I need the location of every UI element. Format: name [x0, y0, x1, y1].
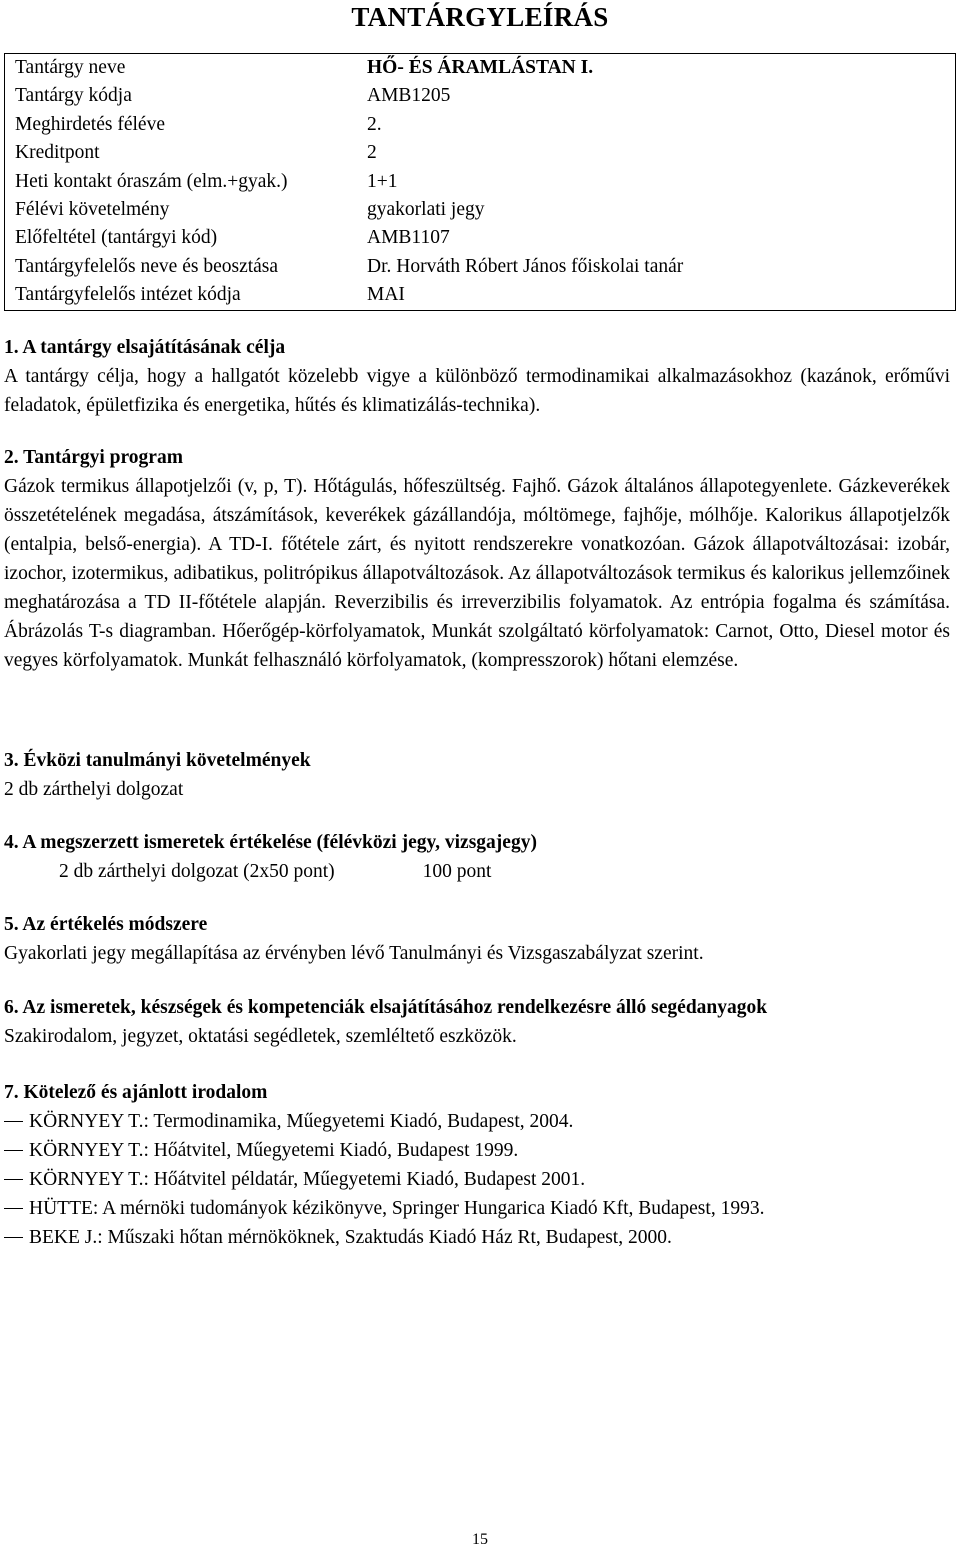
- reference-item: [4, 1136, 950, 1165]
- info-label: Meghirdetés féléve: [15, 113, 165, 135]
- section-method-text: Gyakorlati jegy megállapítása az érvényben lévő Tanulmányi és Vizsgaszabályzat szerint.: [4, 943, 704, 964]
- info-label: Tantárgyfelelős intézet kódja: [15, 284, 241, 306]
- info-value: 2.: [367, 113, 382, 135]
- reference-text: KÖRNYEY T.: Hőátvitel példatár, Műegyetemi Kiadó, Budapest 2001.: [29, 1169, 586, 1190]
- section-assessment: [4, 828, 950, 886]
- reference-item: [4, 1223, 950, 1252]
- info-row: [5, 224, 956, 252]
- section-materials: [4, 993, 950, 1051]
- section-program-text: Gázok termikus állapotjelzői (v, p, T). Hőtágulás, hőfeszültség. Fajhő. Gázok általános állapotegyenlete. Gázkeverékek összetételének megadása, átszámítások, keverékek gázállandója, móltömege, fajhője, mólhője. Kalorikus állapotjelzők (entalpia, belső-energia). A TD-I. főtétele zárt, és nyitott rendszerekre vonatkozóan. Gázok állapotváltozásai: izobár, izochor, izotermikus, adibatikus, politrópikus állapotváltozások. Az állapotváltozások termikus és kalorikus jellemzőinek meghatározása a TD II-főtétele alapján. Reverzibilis és irreverzibilis folyamatok. Az entrópia fogalma és számítása. Ábrázolás T-s diagramban. Hőerőgép-körfolyamatok, Munkát szolgáltató körfolyamatok: Carnot, Otto, Diesel motor és vegyes körfolyamatok. Munkát felhasználó körfolyamatok, (kompresszorok) hőtani elemzése.: [4, 476, 950, 671]
- info-value: HŐ- ÉS ÁRAMLÁSTAN I.: [367, 57, 594, 78]
- reference-list: [4, 1107, 950, 1252]
- info-label: Kreditpont: [15, 142, 100, 164]
- section-method-heading: 5. Az értékelés módszere: [4, 914, 208, 935]
- info-row: [5, 168, 956, 196]
- section-requirements-text: 2 db zárthelyi dolgozat: [4, 779, 184, 800]
- info-row: [5, 281, 956, 310]
- info-value: MAI: [367, 284, 405, 306]
- section-goal: [4, 333, 950, 420]
- section-goal-text: A tantárgy célja, hogy a hallgatót közelebb vigye a különböző termodinamikai alkalmazásokhoz (kazánok, erőművi feladatok, épületfizika és energetika, hűtés és klimatizálás-technika).: [4, 366, 950, 416]
- info-value: 1+1: [367, 170, 398, 192]
- dash-bullet-icon: [4, 1237, 23, 1238]
- section-requirements: [4, 746, 950, 804]
- info-row: [5, 54, 956, 83]
- reference-item: [4, 1194, 950, 1223]
- section-materials-heading: 6. Az ismeretek, készségek és kompetenciák elsajátításához rendelkezésre álló segédanyagok: [4, 997, 768, 1018]
- info-row: [5, 139, 956, 167]
- info-value: Dr. Horváth Róbert János főiskolai tanár: [367, 255, 684, 277]
- section-requirements-heading: 3. Évközi tanulmányi követelmények: [4, 750, 311, 771]
- info-value: AMB1107: [367, 227, 450, 249]
- reference-item: [4, 1165, 950, 1194]
- reference-item: [4, 1107, 950, 1136]
- dash-bullet-icon: [4, 1179, 23, 1180]
- reference-text: KÖRNYEY T.: Termodinamika, Műegyetemi Kiadó, Budapest, 2004.: [29, 1111, 574, 1132]
- info-value: gyakorlati jegy: [367, 199, 485, 221]
- info-label: Előfeltétel (tantárgyi kód): [15, 227, 218, 249]
- section-program: [4, 443, 950, 675]
- section-goal-heading: 1. A tantárgy elsajátításának célja: [4, 337, 286, 358]
- info-row: [5, 111, 956, 139]
- reference-text: KÖRNYEY T.: Hőátvitel, Műegyetemi Kiadó, Budapest 1999.: [29, 1140, 519, 1161]
- info-label: Heti kontakt óraszám (elm.+gyak.): [15, 170, 288, 192]
- page-number: 15: [472, 1531, 488, 1548]
- dash-bullet-icon: [4, 1150, 23, 1151]
- course-info-table: [4, 53, 956, 311]
- assessment-row: [4, 857, 950, 886]
- section-literature-heading: 7. Kötelező és ajánlott irodalom: [4, 1082, 268, 1103]
- page-title: TANTÁRGYLEÍRÁS: [351, 2, 609, 32]
- section-method: [4, 910, 950, 968]
- info-label: Tantárgyfelelős neve és beosztása: [15, 255, 279, 277]
- info-label: Félévi követelmény: [15, 199, 170, 221]
- info-value: AMB1205: [367, 85, 451, 107]
- assessment-points: 100 pont: [422, 861, 492, 882]
- section-literature: [4, 1078, 950, 1252]
- info-row: [5, 253, 956, 281]
- dash-bullet-icon: [4, 1121, 23, 1122]
- info-row: [5, 196, 956, 224]
- section-materials-text: Szakirodalom, jegyzet, oktatási segédletek, szemléltető eszközök.: [4, 1026, 517, 1047]
- reference-text: HÜTTE: A mérnöki tudományok kézikönyve, Springer Hungarica Kiadó Kft, Budapest, 1993.: [29, 1198, 765, 1219]
- section-assessment-heading: 4. A megszerzett ismeretek értékelése (félévközi jegy, vizsgajegy): [4, 832, 537, 853]
- info-value: 2: [367, 142, 377, 164]
- info-row: [5, 82, 956, 110]
- info-label: Tantárgy kódja: [15, 85, 132, 107]
- section-program-heading: 2. Tantárgyi program: [4, 447, 183, 468]
- assessment-item: 2 db zárthelyi dolgozat (2x50 pont): [59, 861, 335, 882]
- info-label: Tantárgy neve: [15, 57, 126, 78]
- dash-bullet-icon: [4, 1208, 23, 1209]
- reference-text: BEKE J.: Műszaki hőtan mérnököknek, Szaktudás Kiadó Ház Rt, Budapest, 2000.: [29, 1227, 672, 1248]
